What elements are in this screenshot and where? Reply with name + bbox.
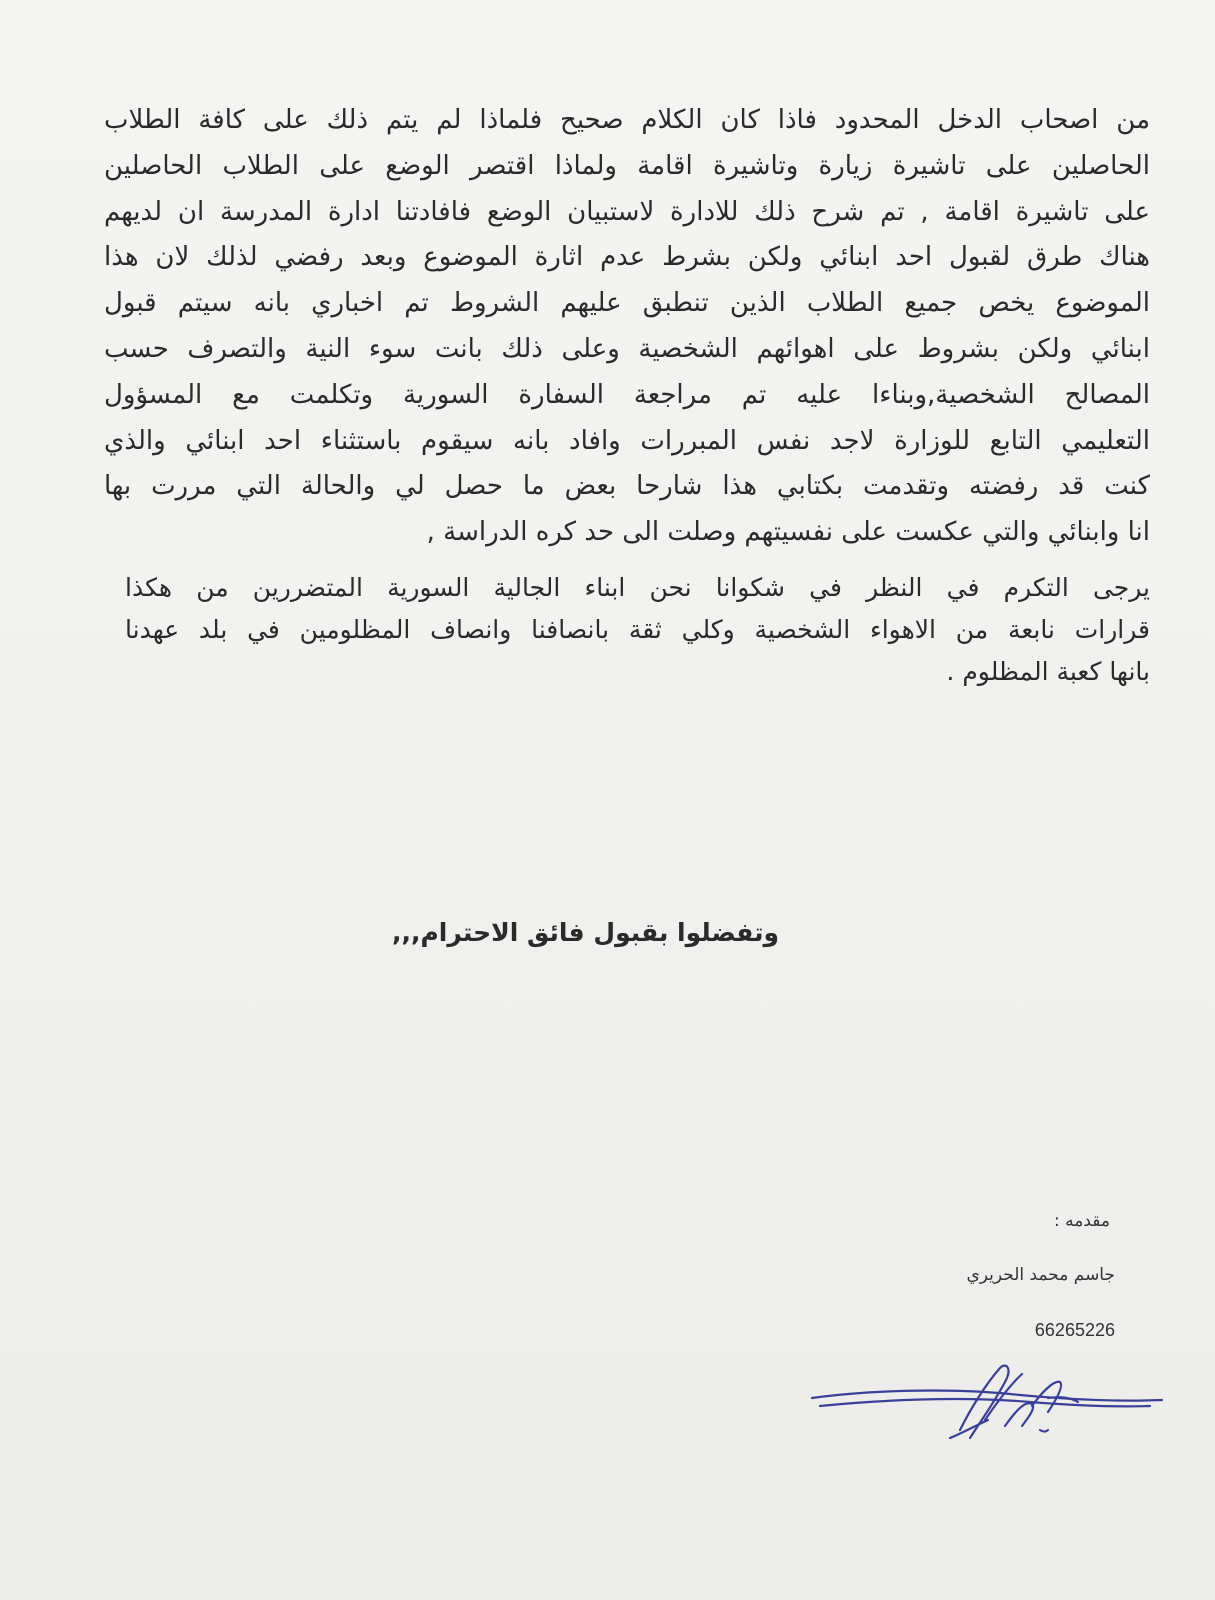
letter-body	[104, 98, 1150, 556]
closing-text: وتفضلوا بقبول فائق الاحترام,,,	[391, 918, 780, 947]
body-line: كنت قد رفضته وتقدمت بكتابي هذا شارحا بعض ما حصل لي والحالة التي مررت بها	[104, 471, 1150, 502]
body-line: هناك طرق لقبول احد ابنائي ولكن بشرط عدم اثارة الموضوع وبعد رفضي لذلك لان هذا	[104, 242, 1150, 273]
body-line: التعليمي التابع للوزارة لاجد نفس المبررات وافاد بانه سيقوم باستثناء احد ابنائي والذي	[104, 425, 1150, 456]
request-paragraph	[125, 567, 1150, 693]
request-line: بانها كعبة المظلوم .	[946, 657, 1150, 686]
body-line: ابنائي ولكن بشروط على اهوائهم الشخصية وعلى ذلك بانت سوء النية والتصرف حسب	[104, 333, 1150, 364]
request-line: قرارات نابعة من الاهواء الشخصية وكلي ثقة بانصافنا وانصاف المظلومين في بلد عهدنا	[125, 615, 1150, 644]
closing-salutation	[0, 918, 1215, 947]
body-line: انا وابنائي والتي عكست على نفسيتهم وصلت الى حد كره الدراسة ,	[426, 517, 1150, 548]
body-line: من اصحاب الدخل المحدود فاذا كان الكلام صحيح فلماذا لم يتم ذلك على كافة الطلاب	[104, 105, 1150, 135]
sender-name: جاسم محمد الحريري	[966, 1265, 1115, 1285]
body-line: الموضوع يخص جميع الطلاب الذين تنطبق عليهم الشروط تم اخباري بانه سيتم قبول	[104, 288, 1150, 319]
sender-phone: 66265226	[1034, 1320, 1115, 1340]
request-line: يرجى التكرم في النظر في شكوانا نحن ابناء الجالية السورية المتضررين من هكذا	[125, 573, 1150, 602]
presented-by-label: مقدمه :	[1054, 1211, 1110, 1231]
body-line: الحاصلين على تاشيرة زيارة وتاشيرة اقامة ولماذا اقتصر الوضع على الطلاب الحاصلين	[104, 150, 1150, 181]
handwritten-signature	[810, 1360, 1170, 1450]
body-line: المصالح الشخصية,وبناءا عليه تم مراجعة السفارة السورية وتكلمت مع المسؤول	[104, 379, 1150, 410]
body-line: على تاشيرة اقامة , تم شرح ذلك للادارة لاستبيان الوضع فافادتنا ادارة المدرسة ان لديهم	[104, 196, 1150, 227]
